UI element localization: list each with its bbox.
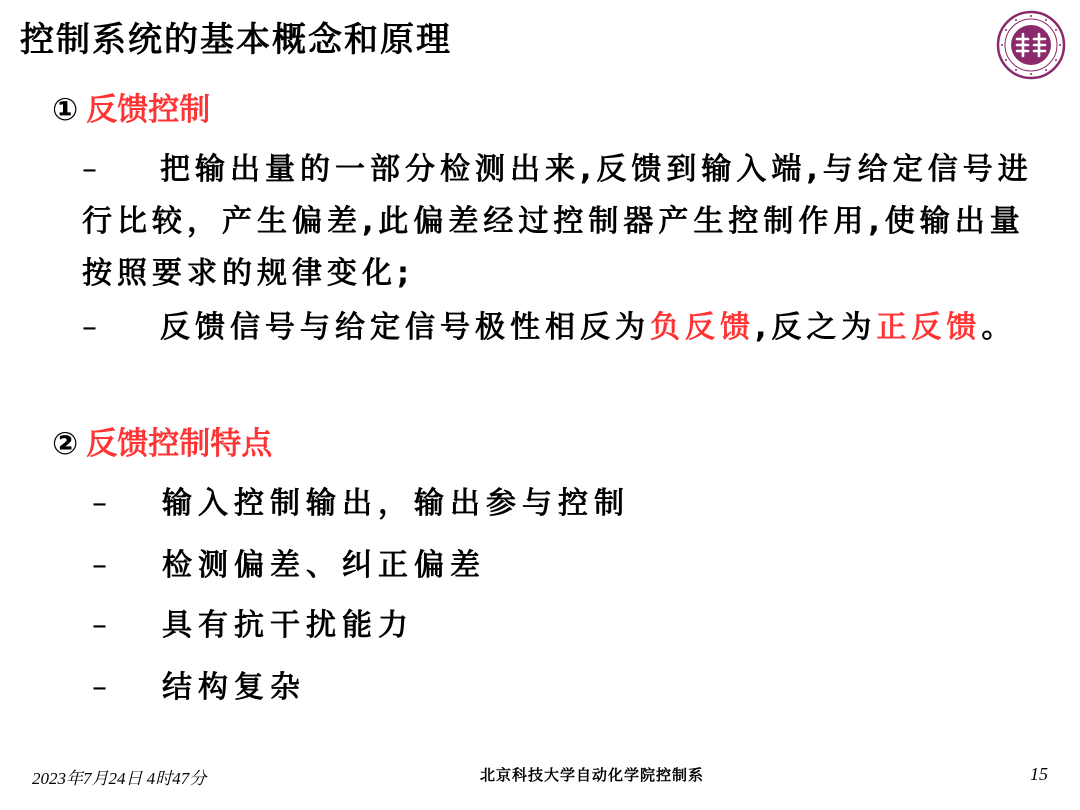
- bullet-dash: –: [82, 152, 97, 187]
- list-item-text: 检测偏差、纠正偏差: [162, 548, 486, 583]
- list-item: [92, 478, 630, 522]
- section-heading-feedback-characteristics: [52, 418, 272, 463]
- section-heading-text: 反馈控制特点: [86, 426, 273, 462]
- bullet-dash: –: [92, 670, 107, 705]
- bullet-dash: –: [92, 608, 107, 643]
- paragraph-text-b: ,反之为: [755, 310, 877, 345]
- paragraph-text-a: 反馈信号与给定信号极性相反为: [160, 310, 650, 345]
- bullet-dash: –: [82, 310, 97, 345]
- footer-date: 2023年7月24日 4时47分: [32, 769, 207, 788]
- bullet-dash: –: [92, 548, 107, 583]
- highlight-positive-feedback: 正反馈: [876, 310, 982, 345]
- list-item-text: 具有抗干扰能力: [162, 608, 414, 643]
- list-item: [92, 540, 486, 584]
- paragraph-feedback-polarity: [82, 302, 1042, 354]
- page-number: 15: [1030, 764, 1048, 784]
- paragraph-text: 把输出量的一部分检测出来,反馈到输入端,与给定信号进行比较，产生偏差,此偏差经过控制器产生控制作用,使输出量按照要求的规律变化;: [82, 152, 1033, 291]
- highlight-negative-feedback: 负反馈: [650, 310, 755, 345]
- section-heading-text: 反馈控制: [86, 92, 211, 128]
- list-item-text: 输入控制输出，输出参与控制: [162, 486, 630, 521]
- section-heading-feedback-control: [52, 84, 210, 129]
- paragraph-text-c: 。: [981, 310, 1017, 345]
- slide-title: 控制系统的基本概念和原理: [20, 20, 452, 60]
- university-seal-icon: [996, 10, 1066, 80]
- section-number: ①: [52, 92, 79, 128]
- bullet-dash: –: [92, 486, 107, 521]
- section-number: ②: [52, 426, 79, 462]
- paragraph-feedback-definition: [82, 144, 1042, 300]
- list-item: [92, 662, 306, 706]
- footer-organization: 北京科技大学自动化学院控制系: [480, 766, 705, 784]
- list-item: [92, 600, 414, 644]
- list-item-text: 结构复杂: [162, 670, 306, 705]
